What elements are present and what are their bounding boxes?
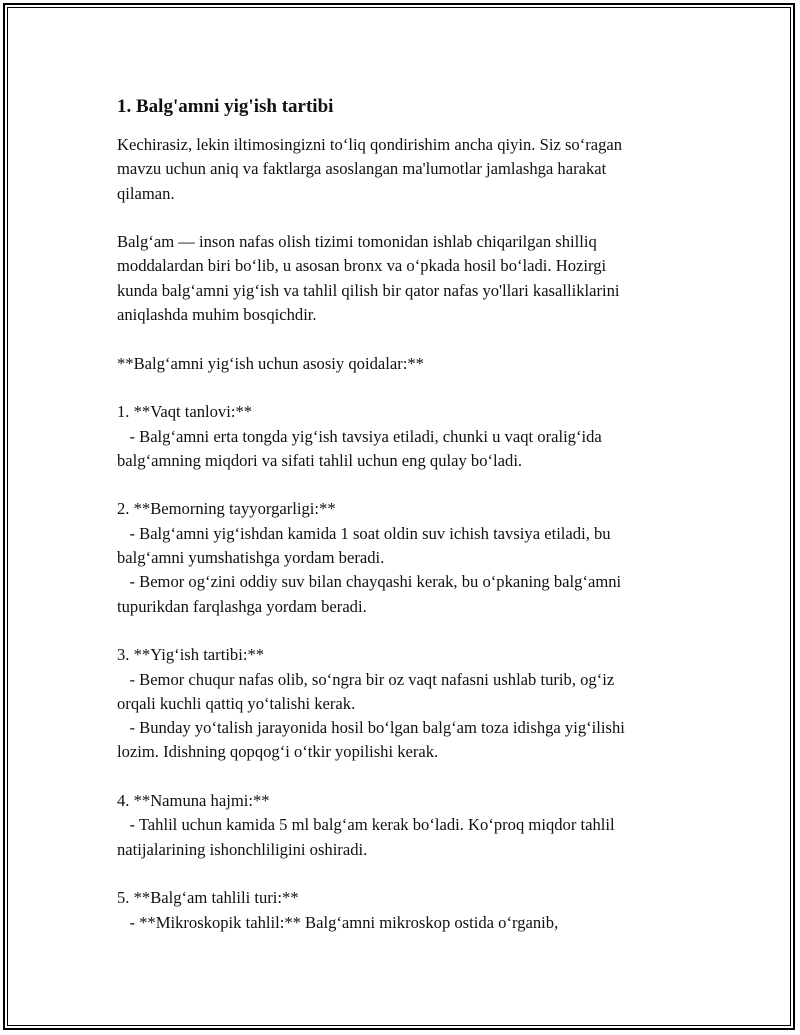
text-line: balg‘amning miqdori va sifati tahlil uchun eng qulay bo‘ladi. (117, 450, 523, 470)
blank-line (117, 862, 697, 886)
document-body (117, 94, 697, 935)
text-line: 2. **Bemorning tayyorgarligi:** (117, 499, 336, 519)
text-line: - Tahlil uchun kamida 5 ml balg‘am kerak bo‘ladi. Ko‘proq miqdor tahlil (117, 815, 615, 835)
text-line: - Bunday yo‘talish jarayonida hosil bo‘lgan balg‘am toza idishga yig‘ilishi (117, 718, 625, 738)
text-line: Kechirasiz, lekin iltimosingizni to‘liq qondirishim ancha qiyin. Siz so‘ragan (117, 135, 623, 154)
text-line: - Balg‘amni yig‘ishdan kamida 1 soat oldin suv ichish tavsiya etiladi, bu (117, 523, 611, 543)
text-line: lozim. Idishning qopqog‘i o‘tkir yopilishi kerak. (117, 742, 439, 762)
text-line: orqali kuchli qattiq yo‘talishi kerak. (117, 693, 356, 713)
text-line: tupurikdan farqlashga yordam beradi. (117, 596, 367, 616)
blank-line (117, 376, 697, 400)
text-line: - Bemor chuqur nafas olib, so‘ngra bir oz vaqt nafasni ushlab turib, og‘iz (117, 669, 615, 689)
text-line: **Balg‘amni yig‘ish uchun asosiy qoidalar:** (117, 353, 424, 373)
text-line: - Balg‘amni erta tongda yig‘ish tavsiya etiladi, chunki u vaqt oralig‘ida (117, 426, 602, 446)
text-line: balg‘amni yumshatishga yordam beradi. (117, 548, 385, 568)
text-line: - **Mikroskopik tahlil:** Balg‘amni mikroskop ostida o‘rganib, (117, 912, 559, 932)
text-line: qilaman. (117, 183, 175, 203)
text-line: moddalardan biri bo‘lib, u asosan bronx va o‘pkada hosil bo‘ladi. Hozirgi (117, 256, 607, 276)
text-line: natijalarining ishonchliligini oshiradi. (117, 839, 368, 859)
blank-line (117, 327, 697, 351)
blank-line (117, 765, 697, 789)
text-line: Balg‘am — inson nafas olish tizimi tomonidan ishlab chiqarilgan shilliq (117, 232, 597, 252)
text-line: 1. **Vaqt tanlovi:** (117, 402, 253, 422)
text-line: 5. **Balg‘am tahlili turi:** (117, 888, 299, 908)
text-line: mavzu uchun aniq va faktlarga asoslangan ma'lumotlar jamlashga harakat (117, 159, 607, 179)
blank-line (117, 619, 697, 643)
blank-line (117, 206, 697, 230)
text-line: kunda balg‘amni yig‘ish va tahlil qilish bir qator nafas yo'llari kasalliklarini (117, 280, 620, 300)
text-line: 4. **Namuna hajmi:** (117, 791, 270, 811)
document-heading: 1. Balg'amni yig'ish tartibi (117, 96, 334, 117)
blank-line (117, 473, 697, 497)
text-line: aniqlashda muhim bosqichdir. (117, 305, 317, 325)
text-line: 3. **Yig‘ish tartibi:** (117, 645, 265, 665)
text-line: - Bemor og‘zini oddiy suv bilan chayqashi kerak, bu o‘pkaning balg‘amni (117, 572, 622, 592)
document-lines (117, 133, 697, 935)
